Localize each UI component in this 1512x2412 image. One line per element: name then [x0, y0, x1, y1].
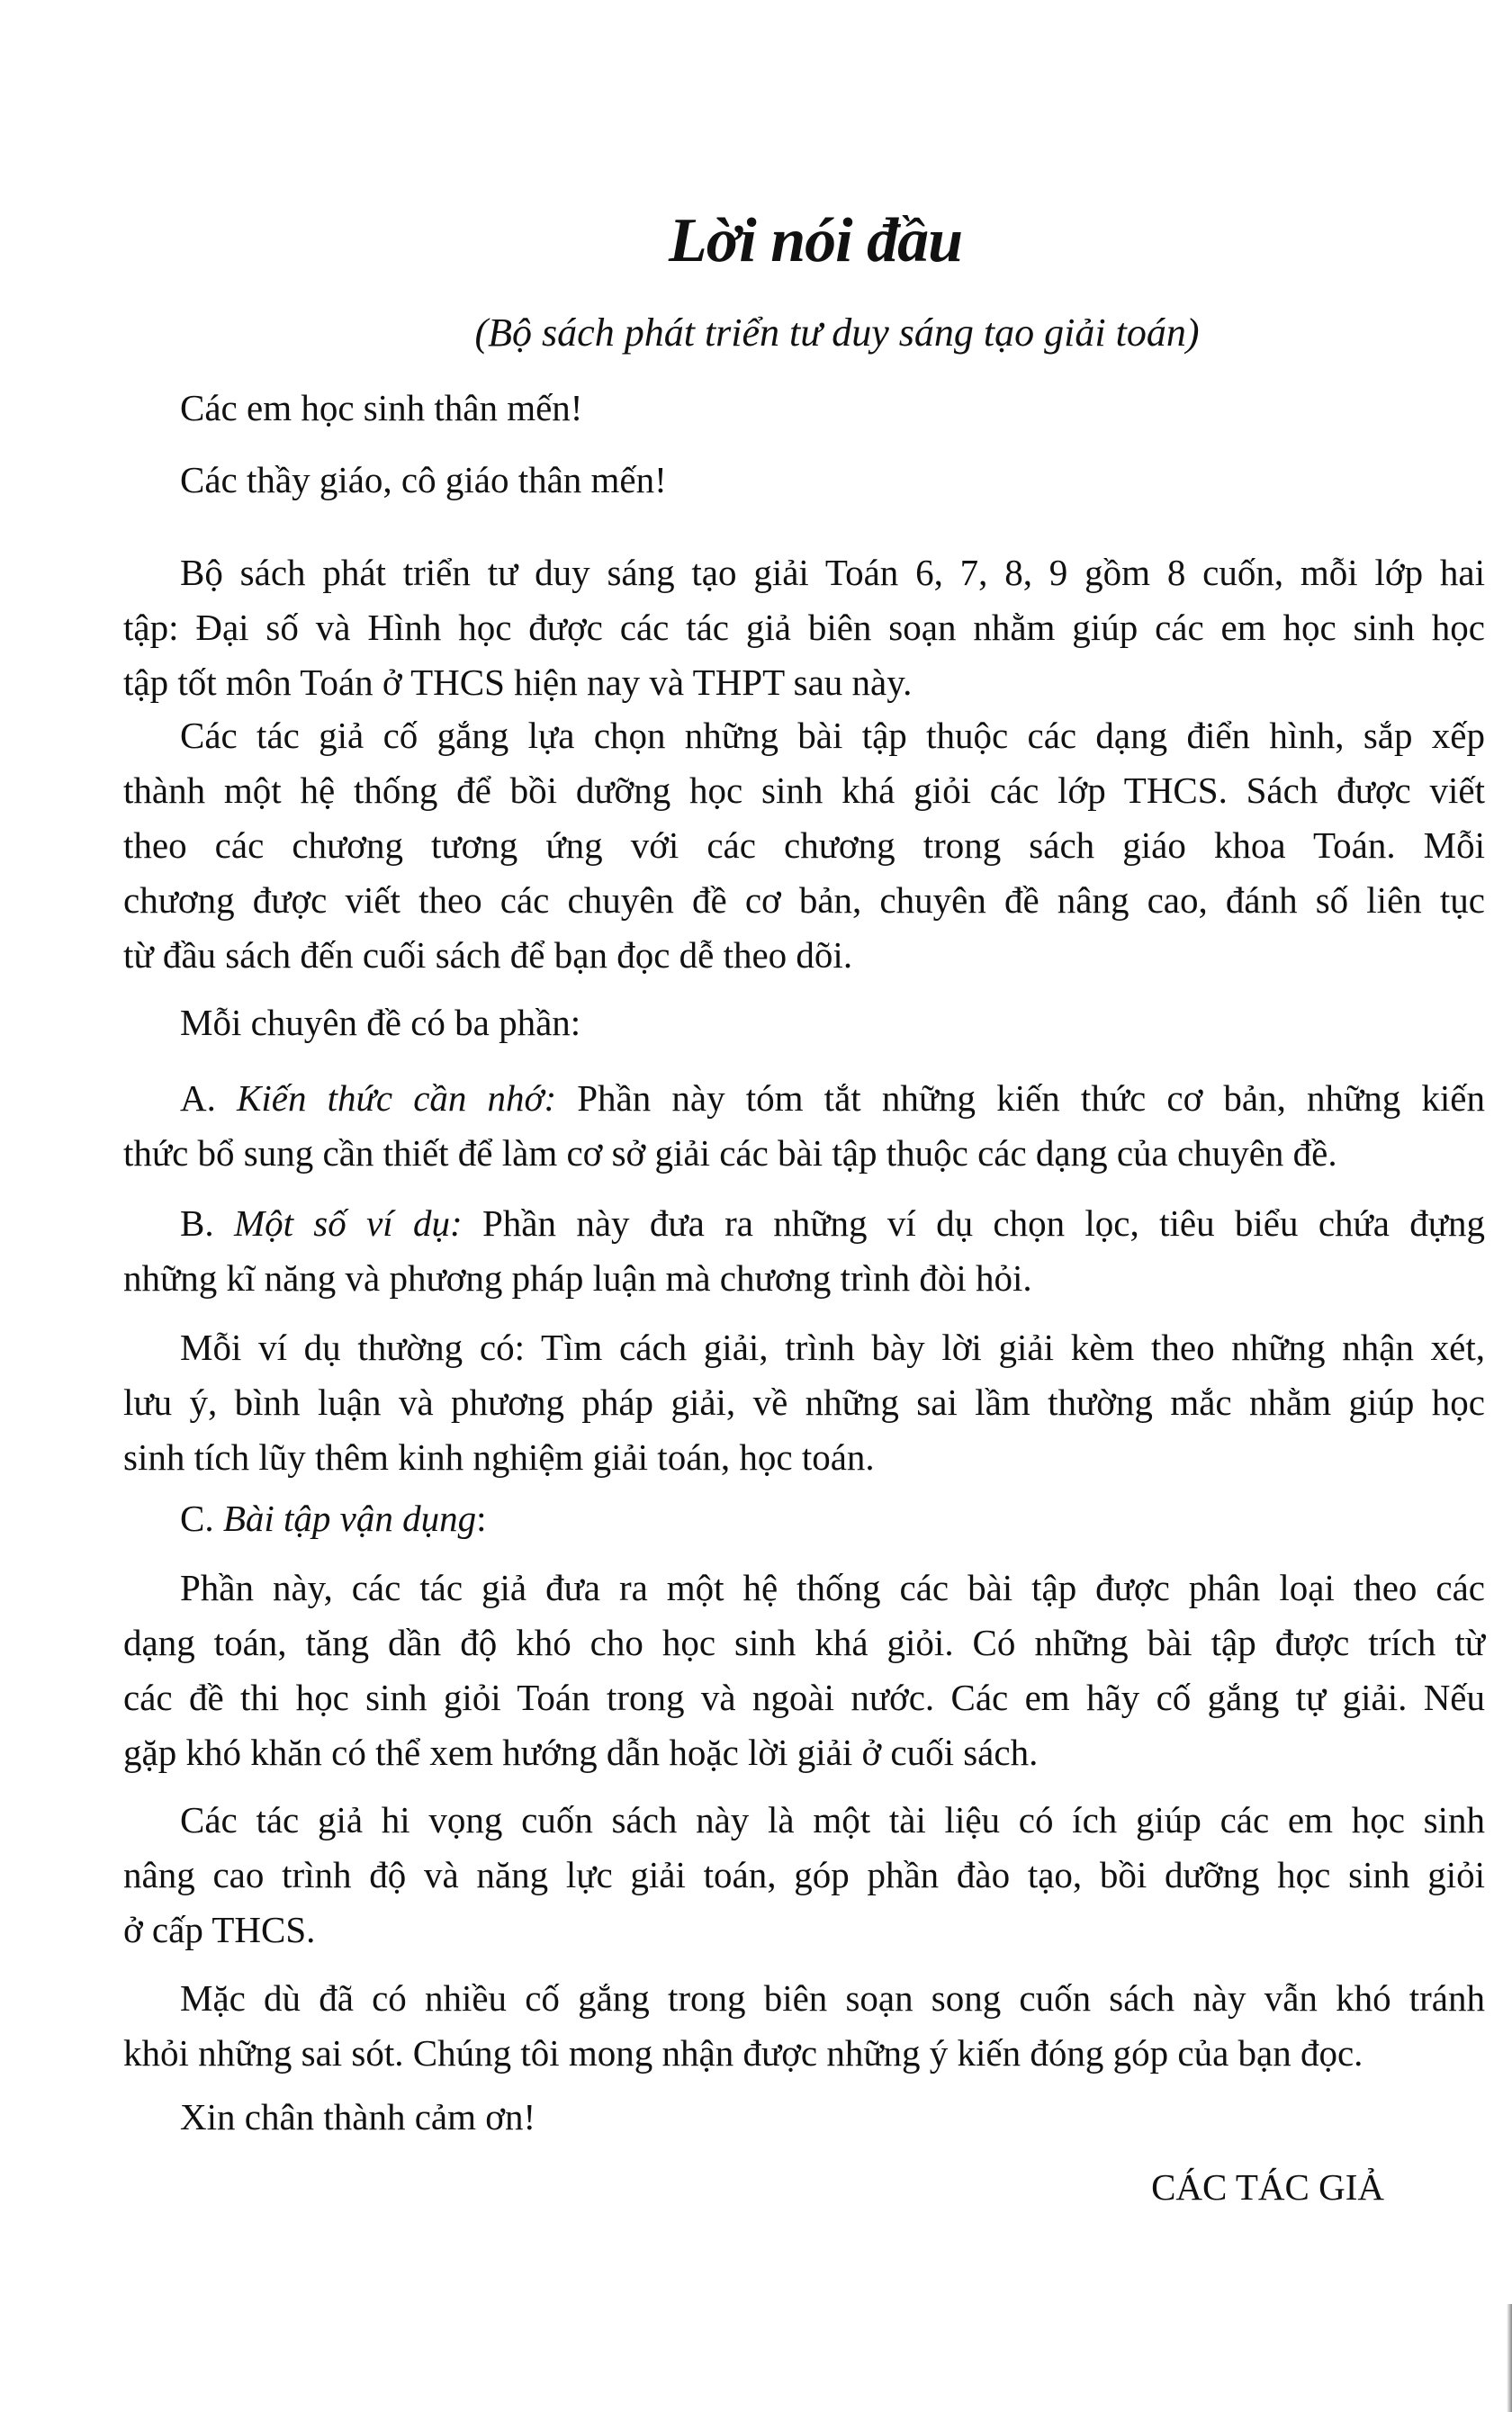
section-rest: Phần này tóm tắt những kiến thức cơ bản, những kiến [556, 1077, 1485, 1119]
paragraph [123, 453, 1485, 508]
section-rest: Phần này đưa ra những ví dụ chọn lọc, tiêu biểu chứa đựng [462, 1202, 1485, 1244]
text-line: sinh tích lũy thêm kinh nghiệm giải toán, học toán. [123, 1436, 875, 1478]
text-line: thức bổ sung cần thiết để làm cơ sở giải các bài tập thuộc các dạng của chuyên đề. [123, 1132, 1337, 1174]
text-line: Các tác giả cố gắng lựa chọn những bài tập thuộc các dạng điển hình, sắp xếp [180, 715, 1485, 756]
text-line: Mỗi chuyên đề có ba phần: [180, 1002, 581, 1043]
text-line: tập tốt môn Toán ở THCS hiện nay và THPT sau này. [123, 662, 913, 703]
page-edge-shadow [1507, 2304, 1512, 2412]
paragraph [123, 1561, 1485, 1780]
paragraph [123, 995, 1485, 1050]
section-label: Kiến thức cần nhớ: [237, 1077, 557, 1119]
text-line: các đề thi học sinh giỏi Toán trong và ngoài nước. Các em hãy cố gắng tự giải. Nếu [123, 1677, 1485, 1718]
text-line: gặp khó khăn có thể xem hướng dẫn hoặc lời giải ở cuối sách. [123, 1732, 1039, 1773]
section-prefix: A. [180, 1077, 238, 1119]
text-line: nâng cao trình độ và năng lực giải toán, góp phần đào tạo, bồi dưỡng học sinh giỏi [123, 1854, 1485, 1895]
signature: CÁC TÁC GIẢ [1151, 2166, 1384, 2208]
text-line: khỏi những sai sót. Chúng tôi mong nhận được những ý kiến đóng góp của bạn đọc. [123, 2032, 1364, 2074]
paragraph [123, 1071, 1485, 1181]
paragraph [123, 1793, 1485, 1958]
section-prefix: B. [180, 1202, 234, 1244]
paragraph [123, 1196, 1485, 1306]
text-line [123, 1196, 1485, 1251]
paragraph [123, 708, 1485, 983]
text-line: Bộ sách phát triển tư duy sáng tạo giải Toán 6, 7, 8, 9 gồm 8 cuốn, mỗi lớp hai [180, 552, 1485, 593]
text-line: Phần này, các tác giả đưa ra một hệ thống các bài tập được phân loại theo các [180, 1567, 1485, 1608]
paragraph [123, 1491, 1485, 1546]
text-line: Các tác giả hi vọng cuốn sách này là một tài liệu có ích giúp các em học sinh [180, 1799, 1485, 1840]
text-line: tập: Đại số và Hình học được các tác giả biên soạn nhằm giúp các em học sinh học [123, 607, 1485, 648]
text-line: theo các chương tương ứng với các chương trong sách giáo khoa Toán. Mỗi [123, 824, 1485, 866]
text-line [123, 1491, 1485, 1546]
paragraph [123, 1971, 1485, 2081]
section-label: Một số ví dụ: [233, 1202, 463, 1244]
text-line: Xin chân thành cảm ơn! [180, 2096, 536, 2138]
paragraph [123, 545, 1485, 710]
text-line: Mỗi ví dụ thường có: Tìm cách giải, trình bày lời giải kèm theo những nhận xét, [180, 1327, 1485, 1368]
section-label: Bài tập vận dụng [222, 1498, 477, 1539]
page-title: Lời nói đầu [668, 206, 963, 275]
text-line: lưu ý, bình luận và phương pháp giải, về những sai lầm thường mắc nhằm giúp học [123, 1382, 1485, 1423]
text-line: Các em học sinh thân mến! [180, 387, 583, 428]
section-rest: : [476, 1498, 487, 1539]
text-line: ở cấp THCS. [123, 1909, 316, 1950]
paragraph [123, 381, 1485, 436]
text-line: chương được viết theo các chuyên đề cơ bản, chuyên đề nâng cao, đánh số liên tục [123, 879, 1485, 921]
text-line: những kĩ năng và phương pháp luận mà chương trình đòi hỏi. [123, 1257, 1032, 1299]
text-line: từ đầu sách đến cuối sách để bạn đọc dễ theo dõi. [123, 934, 853, 976]
text-line: Các thầy giáo, cô giáo thân mến! [180, 459, 667, 500]
section-prefix: C. [180, 1498, 223, 1539]
text-line: thành một hệ thống để bồi dưỡng học sinh khá giỏi các lớp THCS. Sách được viết [123, 770, 1485, 811]
page-subtitle: (Bộ sách phát triển tư duy sáng tạo giải toán) [474, 310, 1200, 355]
paragraph [123, 1320, 1485, 1485]
paragraph [123, 2090, 1485, 2145]
text-line: dạng toán, tăng dần độ khó cho học sinh khá giỏi. Có những bài tập được trích từ [123, 1622, 1485, 1663]
text-line [123, 1071, 1485, 1126]
text-line: Mặc dù đã có nhiều cố gắng trong biên soạn song cuốn sách này vẫn khó tránh [180, 1977, 1485, 2019]
